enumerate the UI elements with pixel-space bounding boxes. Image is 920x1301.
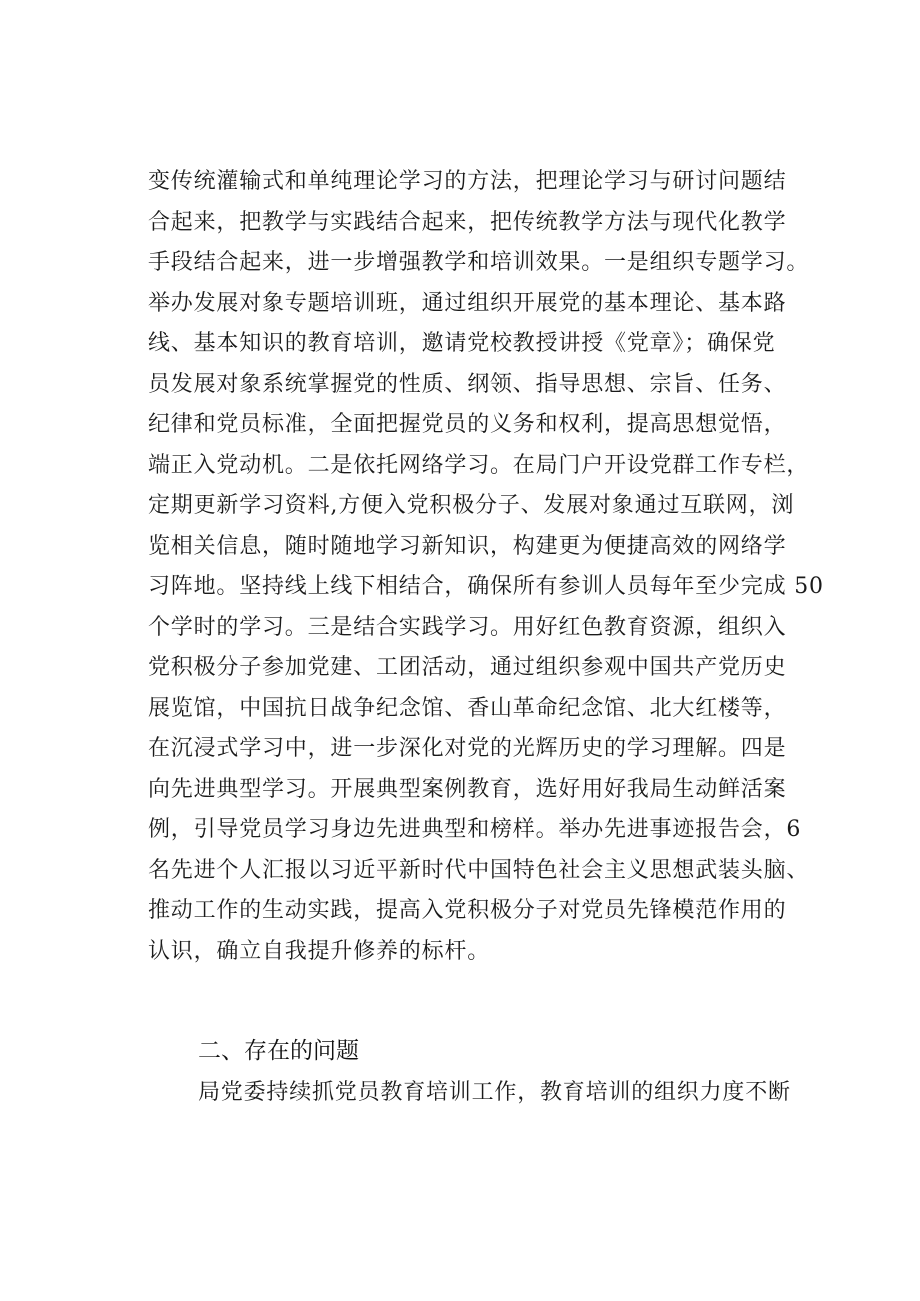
paragraph-line: 纪律和党员标准，全面把握党员的义务和权利，提高思想觉悟， <box>148 412 787 437</box>
paragraph-line: 展览馆，中国抗日战争纪念馆、香山革命纪念馆、北大红楼等， <box>148 695 787 721</box>
section-heading: 二、存在的问题 <box>198 1038 359 1064</box>
paragraph-line: 党积极分子参加党建、工团活动，通过组织参观中国共产党历史 <box>148 655 787 680</box>
paragraph-line: 变传统灌输式和单纯理论学习的方法，把理论学习与研讨问题结 <box>148 169 787 194</box>
paragraph-line: 举办发展对象专题培训班，通过组织开展党的基本理论、基本路 <box>148 290 787 316</box>
paragraph-line: 认识，确立自我提升修养的标杆。 <box>148 938 491 964</box>
paragraph-line: 端正入党动机。二是依托网络学习。在局门户开设党群工作专栏， <box>148 452 810 478</box>
paragraph-line: 个学时的学习。三是结合实践学习。用好红色教育资源，组织入 <box>148 614 787 640</box>
paragraph-line: 习阵地。坚持线上线下相结合，确保所有参训人员每年至少完成 50 <box>148 574 824 599</box>
paragraph-line: 手段结合起来，进一步增强教学和培训效果。一是组织专题学习。 <box>148 250 810 275</box>
paragraph-line: 览相关信息，随时随地学习新知识，构建更为便捷高效的网络学 <box>148 533 787 559</box>
paragraph-line: 名先进个人汇报以习近平新时代中国特色社会主义思想武装头脑、 <box>148 857 810 883</box>
section-first-line: 局党委持续抓党员教育培训工作，教育培训的组织力度不断 <box>198 1080 791 1105</box>
paragraph-line: 例，引导党员学习身边先进典型和榜样。举办先进事迹报告会，6 <box>148 817 802 842</box>
body-paragraph <box>148 162 848 972</box>
paragraph-line: 在沉浸式学习中，进一步深化对党的光辉历史的学习理解。四是 <box>148 736 787 761</box>
paragraph-line: 向先进典型学习。开展典型案例教育，选好用好我局生动鲜活案 <box>148 776 787 802</box>
paragraph-line: 定期更新学习资料,方便入党积极分子、发展对象通过互联网，浏 <box>148 493 795 518</box>
paragraph-line: 线、基本知识的教育培训，邀请党校教授讲授《党章》；确保党 <box>148 331 776 356</box>
paragraph-line: 推动工作的生动实践，提高入党积极分子对党员先锋模范作用的 <box>148 898 787 923</box>
paragraph-line: 员发展对象系统掌握党的性质、纲领、指导思想、宗旨、任务、 <box>148 371 787 397</box>
paragraph-line: 合起来，把教学与实践结合起来，把传统教学方法与现代化教学 <box>148 209 787 235</box>
